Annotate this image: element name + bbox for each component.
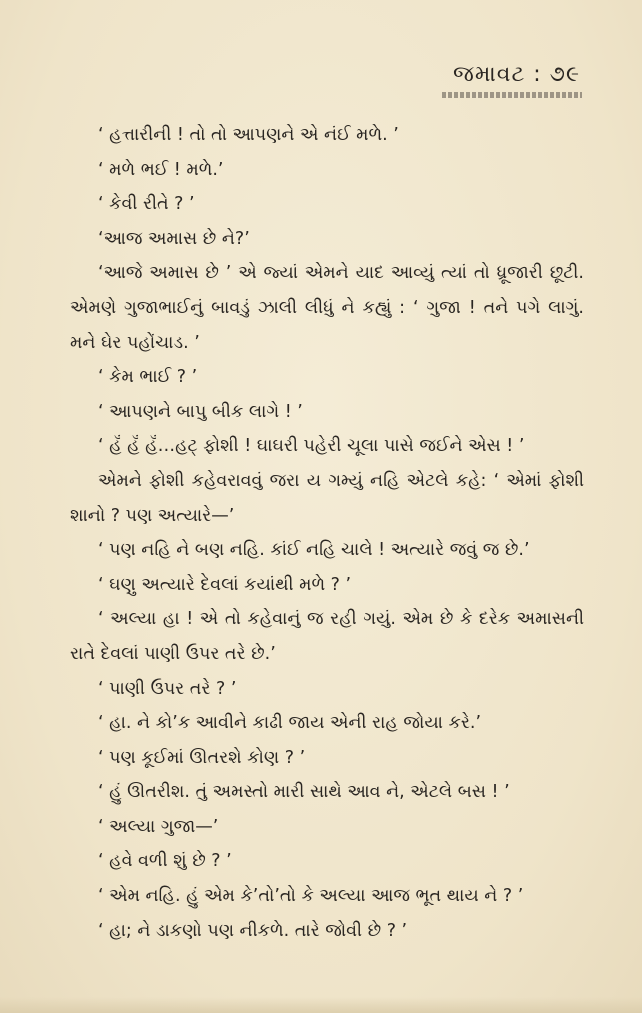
paragraph: ‘ હત્તારીની ! તો તો આપણને એ નંઈ મળે. ’	[98, 125, 399, 145]
paragraph: ‘ હવે વળી શું છે ? ’	[98, 851, 232, 872]
paragraph: ‘ અલ્યા હા ! એ તો કહેવાનું જ રહી ગયું. એમ છે કે દરેક અમાસની રાતે દેવલાં પાણી ઉપર તરે છે.’	[70, 609, 584, 664]
paragraph: ‘આજે અમાસ છે ’ એ જ્યાં એમને યાદ આવ્યું ત્યાં તો ધ્રૂજારી છૂટી. એમણે ગુજાભાઈનું બાવડું ઝાલી લીધું ને કહ્યું : ‘ ગુજા ! તને પગે લાગું. મને ઘેર પહોંચાડ. ’	[70, 263, 584, 353]
paragraph: ‘ હૅં હૅં હૅં…હટ્ ફોશી ! ઘાઘરી પહેરી ચૂલા પાસે જઈને એસ ! ’	[98, 436, 525, 457]
paragraph: ‘ આપણને બાપુ બીક લાગે ! ’	[98, 401, 303, 422]
paragraph: ‘ પાણી ઉપર તરે ? ’	[98, 678, 237, 699]
paragraph: ‘ હા. ને કો’ક આવીને કાઢી જાય એની રાહ જોયા કરે.’	[98, 713, 482, 734]
header-wavy-rule	[442, 92, 582, 98]
paragraph: ‘ એમ નહિ. હું એમ કે’તો’તો કે અલ્યા આજ ભૂત થાય ને ? ’	[98, 886, 524, 907]
paragraph: ‘ ઘણુ અત્યારે દેવલાં કયાંથી મળે ? ’	[98, 574, 352, 595]
paragraph: ‘ મળે ભઈ ! મળે.’	[98, 159, 224, 180]
paragraph: ‘ પણ કૂઈમાં ઊતરશે કોણ ? ’	[98, 747, 306, 768]
body-text	[70, 118, 584, 948]
running-header: જમાવટ : ૭૯	[453, 62, 580, 87]
paragraph: ‘ કેમ ભાઈ ? ’	[98, 367, 198, 388]
paragraph: ‘આજ અમાસ છે ને?’	[98, 228, 250, 249]
page-bottom-shade	[0, 997, 642, 1013]
paragraph: ‘ હા; ને ડાકણો પણ નીકળે. તારે જોવી છે ? ’	[98, 920, 408, 941]
paragraph: ‘ હું ઊતરીશ. તું અમસ્તો મારી સાથે આવ ને, એટલે બસ ! ’	[98, 782, 510, 803]
paragraph: ‘ પણ નહિ ને બણ નહિ. કાંઈ નહિ ચાલે ! અત્યારે જવું જ છે.’	[98, 540, 530, 561]
paragraph: એમને ફોશી કહેવરાવવું જરા ય ગમ્યું નહિ એટલે કહે: ‘ એમાં ફોશી શાનો ? પણ અત્યારે—’	[70, 470, 584, 526]
paragraph: ‘ કેવી રીતે ? ’	[98, 194, 195, 215]
paragraph: ‘ અલ્યા ગુજા—’	[98, 816, 219, 837]
